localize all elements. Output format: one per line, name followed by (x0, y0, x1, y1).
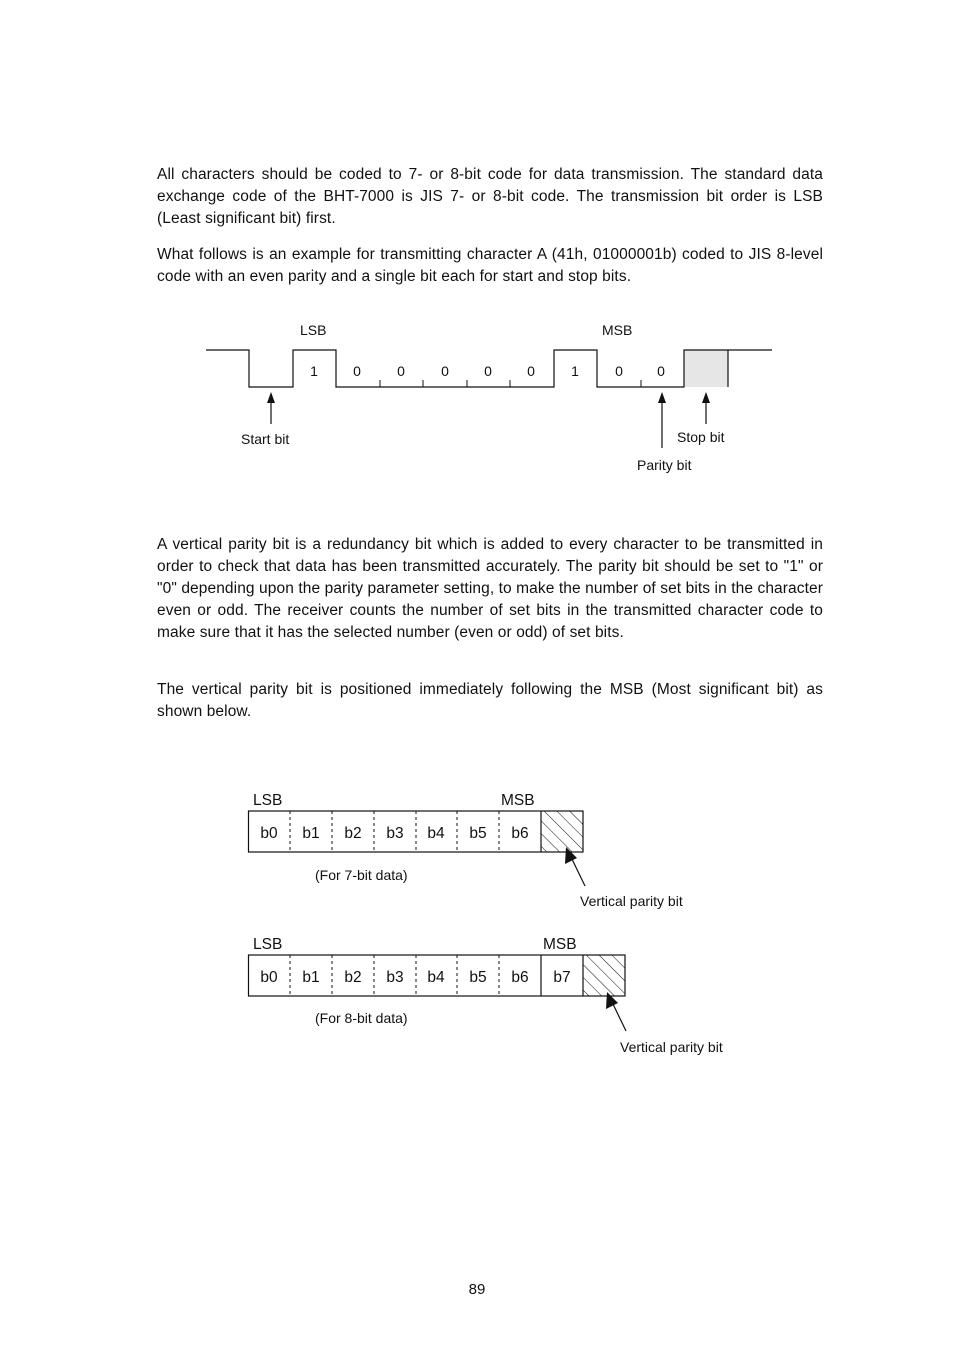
frame7-cell: b6 (511, 825, 529, 842)
waveform-msb-label: MSB (602, 322, 633, 338)
frame8-parity-cell (583, 955, 625, 996)
paragraph-transmission-code: All characters should be coded to 7- or 8-bit code for data transmission. The standard data exchange code of the BHT-7000 is JIS 7- or 8-bit code. The transmission bit order is LSB (Least significant bit) first. (157, 166, 823, 227)
parity-bit-label: Parity bit (637, 457, 692, 473)
frame8-cell: b7 (553, 969, 571, 986)
waveform-diagram (0, 0, 954, 500)
paragraph-vertical-parity: A vertical parity bit is a redundancy bit which is added to every character to be transmitted in order to check that data has been transmitted accurately. The parity bit should be set to "1" or "0" depending upon the parity parameter setting, to make the number of set bits in the character even or odd. The receiver counts the number of set bits in the transmitted character code to make sure that it has the selected number (even or odd) of set bits. (157, 536, 823, 641)
frame8-cell: b0 (260, 969, 278, 986)
frame8-cell: b5 (469, 969, 487, 986)
page-number: 89 (468, 1281, 486, 1298)
paragraph-parity-position: The vertical parity bit is positioned immediately following the MSB (Most significant bit) as shown below. (157, 681, 823, 720)
frame7-cell: b4 (427, 825, 445, 842)
frame8-lsb-label: LSB (253, 936, 283, 953)
frame8-cell: b1 (302, 969, 320, 986)
bit-value: 1 (571, 363, 579, 379)
bit-value: 0 (353, 363, 361, 379)
bit-value: 0 (615, 363, 623, 379)
frame7-parity-label: Vertical parity bit (580, 893, 683, 909)
start-bit-arrow (267, 392, 275, 424)
stop-bit-label: Stop bit (677, 429, 725, 445)
frame7-caption: (For 7-bit data) (315, 867, 408, 883)
frame7-parity-arrow (565, 847, 585, 886)
stop-bit-arrow (702, 392, 710, 424)
frame7-msb-label: MSB (501, 792, 535, 809)
bit-value: 0 (657, 363, 665, 379)
frame8-cell: b6 (511, 969, 529, 986)
frame7-parity-cell (541, 811, 583, 852)
frame8-cell: b3 (386, 969, 404, 986)
stop-bit-shade (684, 350, 728, 387)
bit-value: 0 (484, 363, 492, 379)
bit-value: 0 (441, 363, 449, 379)
frame7-cell: b2 (344, 825, 362, 842)
start-bit-label: Start bit (241, 431, 290, 447)
waveform-lsb-label: LSB (300, 322, 327, 338)
frame7-cell: b0 (260, 825, 278, 842)
frame7-box (249, 811, 584, 852)
frame8-caption: (For 8-bit data) (315, 1010, 408, 1026)
frame8-cell: b4 (427, 969, 445, 986)
frame8-parity-arrow (606, 992, 626, 1031)
bit-value: 1 (310, 363, 318, 379)
bit-value: 0 (527, 363, 535, 379)
frame7-cell: b3 (386, 825, 404, 842)
frame8-msb-label: MSB (543, 936, 577, 953)
frame7-cell: b5 (469, 825, 487, 842)
frame8-cell: b2 (344, 969, 362, 986)
parity-bit-arrow (658, 392, 666, 448)
bit-ticks (380, 380, 641, 387)
frame8-parity-label: Vertical parity bit (620, 1039, 723, 1055)
bit-frame-diagrams (0, 760, 954, 1080)
frame7-lsb-label: LSB (253, 792, 283, 809)
paragraph-example-intro: What follows is an example for transmitting character A (41h, 01000001b) coded to JIS 8-level code with an even parity and a single bit each for start and stop bits. (157, 246, 823, 285)
bit-value: 0 (397, 363, 405, 379)
frame7-cell: b1 (302, 825, 320, 842)
